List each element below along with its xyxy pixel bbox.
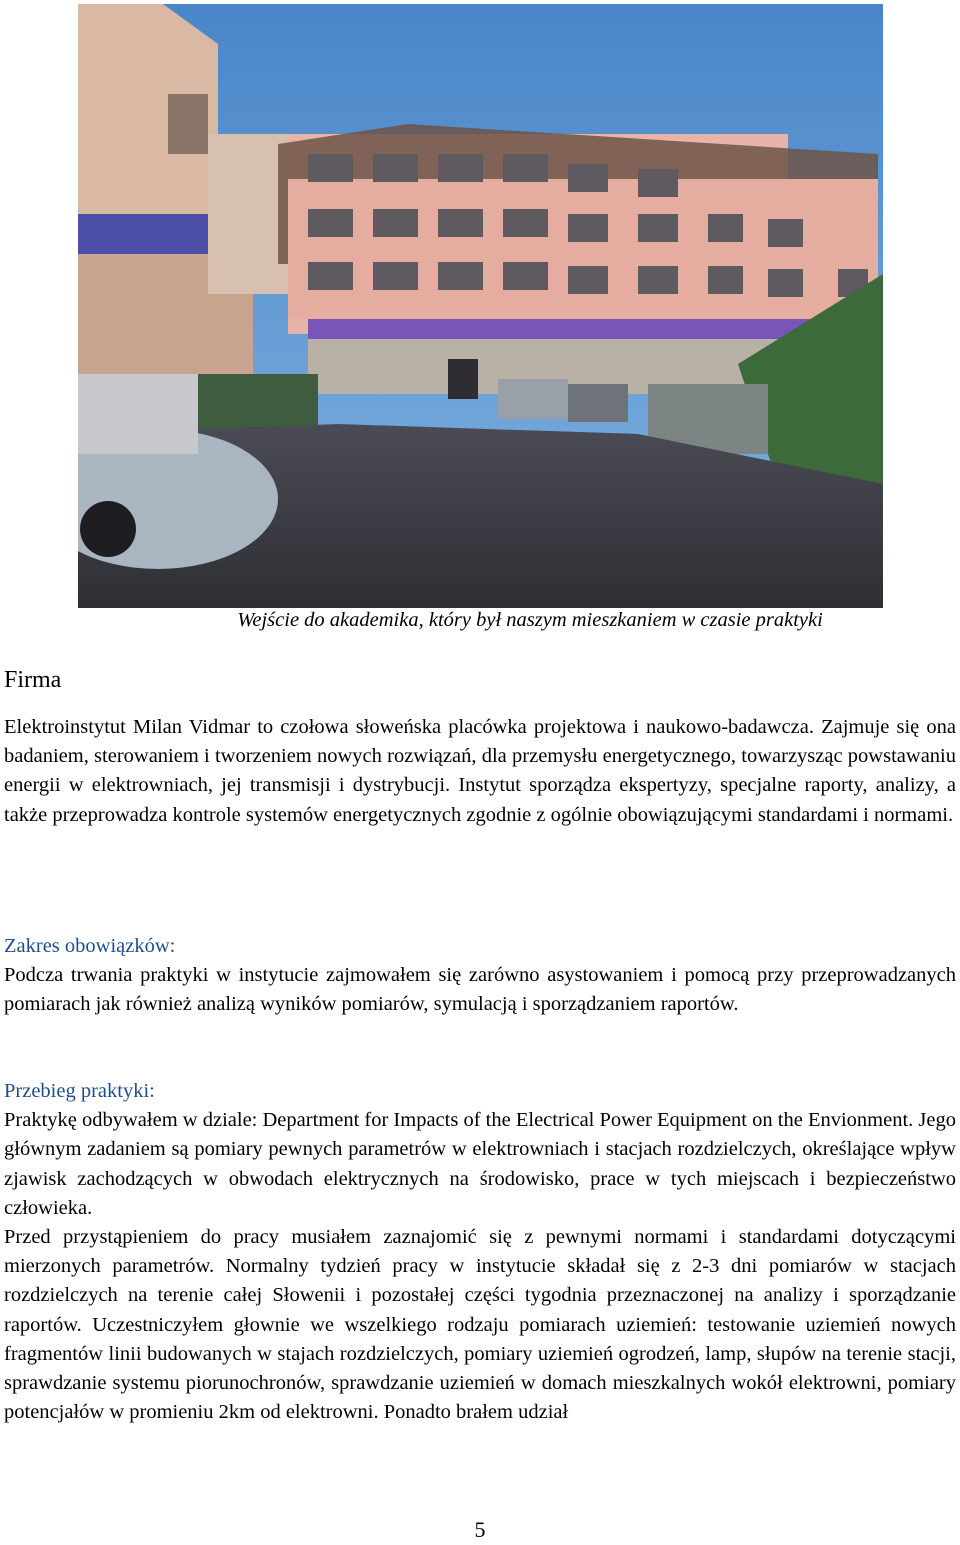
section-heading-firma: Firma <box>4 667 62 693</box>
page-number: 5 <box>474 1517 486 1542</box>
przebieg-label: Przebieg praktyki: <box>4 1080 155 1102</box>
building-photo-drawing <box>78 4 883 608</box>
paragraph-zakres: Podcza trwania praktyki w instytucie zajmowałem się zarówno asystowaniem i pomocą przy przeprowadzanych pomiarach jak również analizą wyników pomiarów, symulacją i sporządzaniem raportów. <box>4 964 956 1016</box>
paragraph-przebieg-1: Praktykę odbywałem w dziale: Department for Impacts of the Electrical Power Equipment on the Envionment. Jego głównym zadaniem są pomiary pewnych parametrów w elektrowniach i stacjach rozdzielczych, określające wpływ zjawisk zachodzących w obwodach elektrycznych na środowisko, prace w tych miejscach i bezpieczeństwo człowieka. <box>4 1109 956 1219</box>
przebieg-section <box>4 1077 956 1427</box>
zakres-label: Zakres obowiązków: <box>4 935 176 957</box>
paragraph-firma: Elektroinstytut Milan Vidmar to czołowa słoweńska placówka projektowa i naukowo-badawcza. Zajmuje się ona badaniem, sterowaniem i tworzeniem nowych rozwiązań, dla przemysłu energetycznego, towarzysząc powstawaniu energii w elektrowniach, jej transmisji i dystrybucji. Instytut sporządza ekspertyzy, specjalne raporty, analizy, a także przeprowadza kontrole systemów energetycznych zgodnie z ogólnie obowiązującymi standardami i normami. <box>4 716 956 826</box>
zakres-section <box>4 932 956 1020</box>
building-photo <box>78 4 883 608</box>
photo-caption: Wejście do akademika, który był naszym mieszkaniem w czasie praktyki <box>237 609 823 631</box>
paragraph-przebieg-2: Przed przystąpieniem do pracy musiałem zaznajomić się z pewnymi normami i standardami dotyczącymi mierzonych parametrów. Normalny tydzień pracy w instytucie składał się z 2-3 dni pomiarów w stacjach rozdzielczych na terenie całej Słowenii i pozostałej części tygodnia przeznaczonej na analizy i sporządzanie raportów. Uczestniczyłem głownie we wszelkiego rodzaju pomiarach uziemień: testowanie uziemień nowych fragmentów linii budowanych w stajach rozdzielczych, pomiary uziemień ogrodzeń, lamp, słupów na terenie stacji, sprawdzanie systemu piorunochronów, sprawdzanie uziemień w domach mieszkalnych wokół elektrowni, pomiary potencjałów w promieniu 2km od elektrowni. Ponadto brałem udział <box>4 1226 956 1424</box>
